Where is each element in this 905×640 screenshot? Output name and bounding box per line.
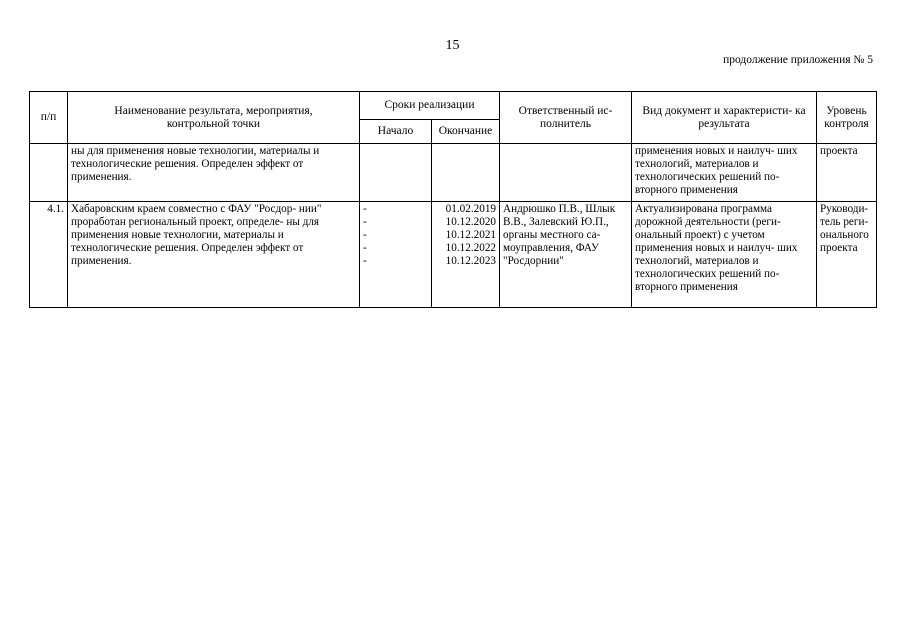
cell-line: - bbox=[363, 216, 367, 228]
results-table bbox=[29, 91, 877, 308]
header-deadlines: Сроки реализации bbox=[360, 92, 500, 120]
header-num: п/п bbox=[30, 92, 68, 144]
row-end bbox=[432, 202, 500, 308]
header-end: Окончание bbox=[432, 120, 500, 144]
row-num: 4.1. bbox=[30, 202, 68, 308]
cell-line: - bbox=[363, 229, 367, 241]
row-start bbox=[360, 144, 432, 202]
row-name: ны для применения новые технологии, материалы и технологические решения. Определен эффект от применения. bbox=[68, 144, 360, 202]
continuation-label: продолжение приложения № 5 bbox=[723, 54, 873, 66]
header-responsible: Ответственный ис- полнитель bbox=[500, 92, 632, 144]
header-name: Наименование результата, мероприятия, контрольной точки bbox=[68, 92, 360, 144]
table-row bbox=[30, 202, 877, 308]
row-doc: Актуализирована программа дорожной деятельности (реги- ональный проект) с учетом применения новых и наилуч- ших технологий, материалов и технологических решений по- вторного применения bbox=[632, 202, 817, 308]
header-row-1 bbox=[30, 92, 877, 120]
row-responsible bbox=[500, 144, 632, 202]
row-end bbox=[432, 144, 500, 202]
cell-line: - bbox=[363, 242, 367, 254]
row-responsible: Андрюшко П.В., Шлык В.В., Залевский Ю.П., органы местного са- моуправления, ФАУ "Росдорнии" bbox=[500, 202, 632, 308]
table-row bbox=[30, 144, 877, 202]
row-name: Хабаровским краем совместно с ФАУ "Росдор- нии" проработан региональный проект, определе- ны для применения новые технологии, материалы и технологические решения. Определен эффект от применения. bbox=[68, 202, 360, 308]
header-level: Уровень контроля bbox=[817, 92, 877, 144]
cell-line: 10.12.2023 bbox=[445, 255, 496, 267]
row-level: Руководи- тель реги- онального проекта bbox=[817, 202, 877, 308]
cell-line: - bbox=[363, 255, 367, 267]
cell-line: - bbox=[363, 203, 367, 215]
cell-line: 10.12.2022 bbox=[445, 242, 496, 254]
page-number: 15 bbox=[445, 38, 460, 53]
row-doc: применения новых и наилуч- ших технологий, материалов и технологических решений по- вторного применения bbox=[632, 144, 817, 202]
cell-line: 01.02.2019 bbox=[445, 203, 496, 215]
header-start: Начало bbox=[360, 120, 432, 144]
row-num bbox=[30, 144, 68, 202]
cell-line: 10.12.2021 bbox=[445, 229, 496, 241]
row-level: проекта bbox=[817, 144, 877, 202]
header-doc: Вид документ и характеристи- ка результата bbox=[632, 92, 817, 144]
cell-line: 10.12.2020 bbox=[445, 216, 496, 228]
row-start bbox=[360, 202, 432, 308]
